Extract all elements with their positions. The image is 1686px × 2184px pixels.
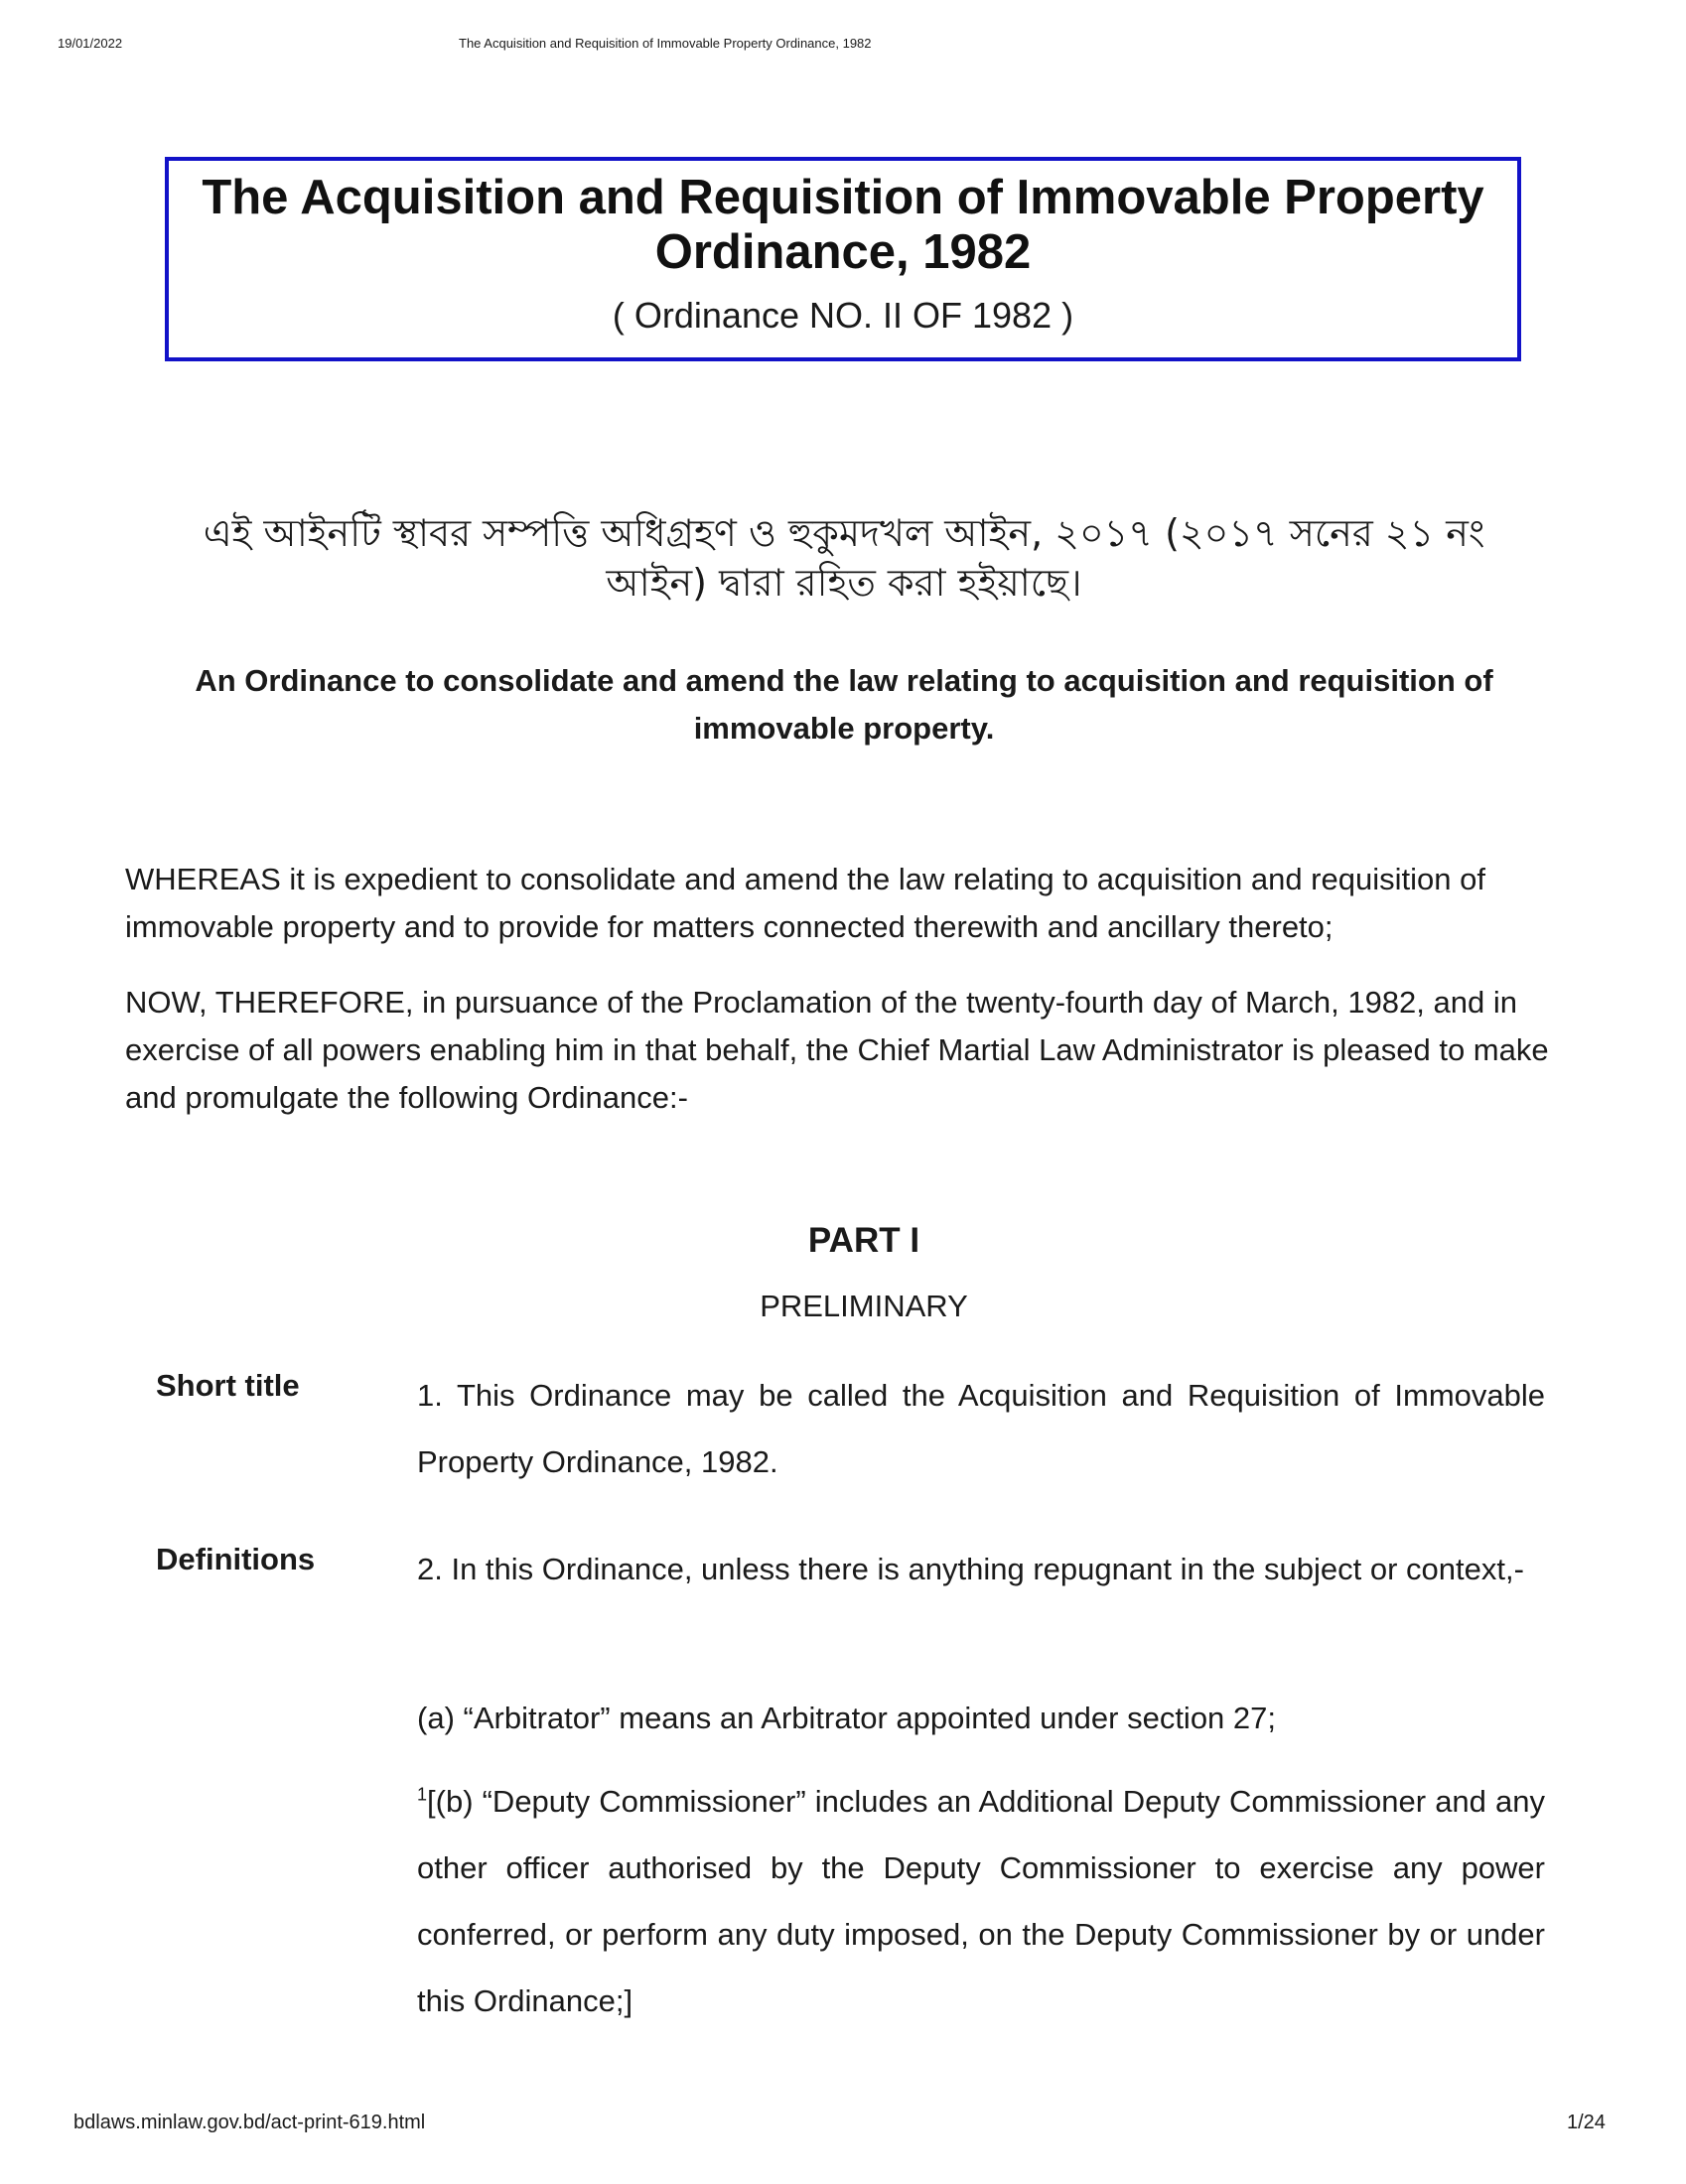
title-box [165,157,1521,361]
side-label-short-title: Short title [156,1368,300,1403]
part-subtitle: PRELIMINARY [760,1289,968,1323]
part-title: PART I [807,1221,920,1260]
preamble: An Ordinance to consolidate and amend the law relating to acquisition and requisition of immovable property. [195,663,1493,746]
footnote-marker[interactable]: 1 [417,1784,428,1805]
repeal-note: এই আইনটি স্থাবর সম্পত্তি অধিগ্রহণ ও হুকুমদখল আইন, ২০১৭ (২০১৭ সনের ২১ নং আইন) দ্বারা রহিত করা হইয়াছে। [203,511,1485,605]
footer-url: bdlaws.minlaw.gov.bd/act-print-619.html [73,2112,426,2133]
ordinance-number: ( Ordinance NO. II OF 1982 ) [612,295,1074,336]
section-1-text: 1. This Ordinance may be called the Acquisition and Requisition of Immovable Property Ordinance, 1982. [417,1378,1545,1479]
print-date: 19/01/2022 [58,36,123,51]
section-2-text: 2. In this Ordinance, unless there is anything repugnant in the subject or context,- [417,1552,1524,1586]
ordinance-title: The Acquisition and Requisition of Immovable Property Ordinance, 1982 [202,171,1484,279]
definition-b-text: [(b) “Deputy Commissioner” includes an Additional Deputy Commissioner and any other officer authorised by the Deputy Commissioner to exercise any power conferred, or perform any duty imposed, on the Deputy Commissioner by or under this Ordinance;] [417,1784,1545,2018]
whereas-paragraph: WHEREAS it is expedient to consolidate and amend the law relating to acquisition and requisition of immovable property and to provide for matters connected therewith and ancillary thereto; [125,862,1485,944]
print-header-title: The Acquisition and Requisition of Immovable Property Ordinance, 1982 [459,36,872,51]
side-label-definitions: Definitions [156,1542,316,1576]
definition-a: (a) “Arbitrator” means an Arbitrator appointed under section 27; [417,1701,1277,1735]
now-therefore-paragraph: NOW, THEREFORE, in pursuance of the Proclamation of the twenty-fourth day of March, 1982, and in exercise of all powers enabling him in that behalf, the Chief Martial Law Administrator is pleased to make and promulgate the following Ordinance:- [125,985,1549,1115]
page-number: 1/24 [1567,2112,1606,2133]
definition-b [417,1768,1545,2034]
